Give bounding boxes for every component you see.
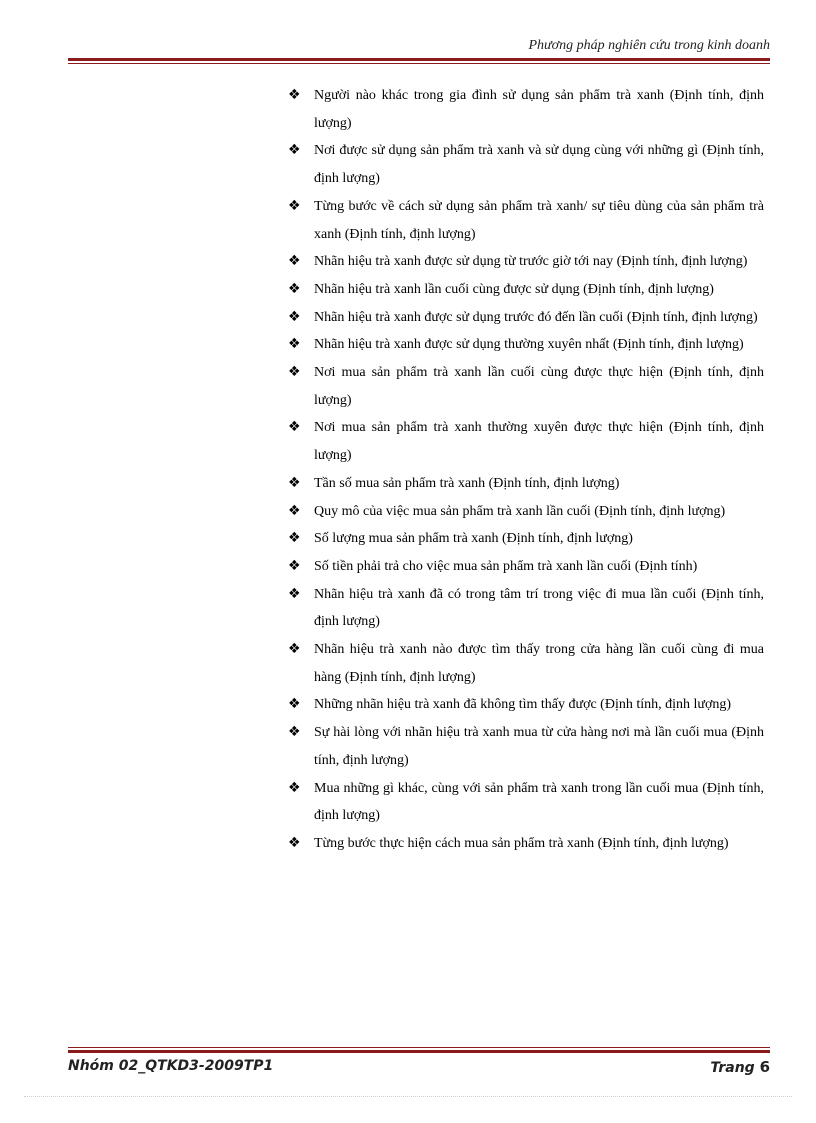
list-item	[288, 276, 764, 304]
list-item	[288, 830, 764, 858]
diamond-bullet-icon: ❖	[288, 779, 301, 796]
list-item-text: Mua những gì khác, cùng với sản phẩm trà xanh trong lần cuối mua (Định tính, định lượng)	[314, 780, 764, 824]
list-item-text: Sự hài lòng với nhãn hiệu trà xanh mua từ cửa hàng nơi mà lần cuối mua (Định tính, định lượng)	[314, 725, 764, 768]
list-item-text: Số lượng mua sản phẩm trà xanh (Định tính, định lượng)	[314, 531, 633, 547]
list-item-text: Số tiền phải trả cho việc mua sản phẩm trà xanh lần cuối (Định tính)	[314, 558, 698, 574]
diamond-bullet-icon: ❖	[288, 834, 301, 851]
header-title: Phương pháp nghiên cứu trong kinh doanh	[528, 38, 770, 53]
list-item	[288, 359, 764, 414]
header-rule-thin	[68, 63, 770, 64]
criteria-list	[288, 82, 764, 858]
diamond-bullet-icon: ❖	[288, 557, 301, 574]
diamond-bullet-icon: ❖	[288, 308, 301, 325]
list-item	[288, 691, 764, 719]
page-number: 6	[759, 1058, 770, 1076]
list-item	[288, 331, 764, 359]
list-item	[288, 636, 764, 691]
list-item-text: Tần số mua sản phẩm trà xanh (Định tính, định lượng)	[314, 475, 620, 491]
list-item-text: Những nhãn hiệu trà xanh đã không tìm thấy được (Định tính, định lượng)	[314, 697, 732, 713]
diamond-bullet-icon: ❖	[288, 641, 301, 658]
list-item	[288, 137, 764, 192]
footer-group-label: Nhóm 02_QTKD3-2009TP1	[68, 1058, 274, 1074]
list-item	[288, 304, 764, 332]
diamond-bullet-icon: ❖	[288, 87, 301, 103]
list-item	[288, 248, 764, 276]
diamond-bullet-icon: ❖	[288, 696, 301, 713]
diamond-bullet-icon: ❖	[288, 419, 301, 436]
list-item	[288, 719, 764, 774]
diamond-bullet-icon: ❖	[288, 474, 301, 491]
list-item	[288, 525, 764, 553]
list-item	[288, 414, 764, 469]
diamond-bullet-icon: ❖	[288, 280, 301, 297]
footer-rule-thin	[68, 1047, 770, 1048]
list-item-text: Từng bước thực hiện cách mua sản phẩm trà xanh (Định tính, định lượng)	[314, 835, 729, 851]
list-item-text: Quy mô của việc mua sản phẩm trà xanh lần cuối (Định tính, định lượng)	[314, 503, 726, 519]
list-item-text: Nơi được sử dụng sản phẩm trà xanh và sử dụng cùng với những gì (Định tính, định lượng)	[314, 143, 764, 187]
list-item	[288, 470, 764, 498]
diamond-bullet-icon: ❖	[288, 502, 301, 519]
diamond-bullet-icon: ❖	[288, 142, 301, 159]
diamond-bullet-icon: ❖	[288, 530, 301, 547]
list-item-text: Nơi mua sản phẩm trà xanh lần cuối cùng được thực hiện (Định tính, định lượng)	[314, 365, 764, 408]
header-rule-thick	[68, 58, 770, 61]
list-item-text: Nhãn hiệu trà xanh được sử dụng trước đó đến lần cuối (Định tính, định lượng)	[314, 309, 758, 325]
list-item-text: Nhãn hiệu trà xanh được sử dụng thường xuyên nhất (Định tính, định lượng)	[314, 337, 744, 353]
diamond-bullet-icon: ❖	[288, 364, 301, 381]
list-item	[288, 193, 764, 248]
list-item	[288, 553, 764, 581]
list-item	[288, 498, 764, 526]
list-item-text: Nhãn hiệu trà xanh lần cuối cùng được sử dụng (Định tính, định lượng)	[314, 281, 714, 297]
footer-page	[710, 1058, 770, 1076]
list-item-text: Nơi mua sản phẩm trà xanh thường xuyên được thực hiện (Định tính, định lượng)	[314, 420, 764, 464]
list-item	[288, 775, 764, 830]
list-item-text: Nhãn hiệu trà xanh nào được tìm thấy trong cửa hàng lần cuối cùng đi mua hàng (Định tính, định lượng)	[314, 642, 764, 685]
footer-rule-thick	[68, 1050, 770, 1053]
list-item-text: Nhãn hiệu trà xanh đã có trong tâm trí trong việc đi mua lần cuối (Định tính, định lượng)	[314, 586, 764, 630]
diamond-bullet-icon: ❖	[288, 253, 301, 270]
list-item	[288, 581, 764, 636]
page-label: Trang	[710, 1060, 755, 1076]
diamond-bullet-icon: ❖	[288, 197, 301, 214]
list-item-text: Người nào khác trong gia đình sử dụng sản phẩm trà xanh (Định tính, định lượng)	[314, 88, 764, 131]
diamond-bullet-icon: ❖	[288, 724, 301, 741]
list-item-text: Nhãn hiệu trà xanh được sử dụng từ trước giờ tới nay (Định tính, định lượng)	[314, 254, 748, 270]
diamond-bullet-icon: ❖	[288, 585, 301, 602]
list-item-text: Từng bước về cách sử dụng sản phẩm trà xanh/ sự tiêu dùng của sản phẩm trà xanh (Định tính, định lượng)	[314, 198, 764, 242]
list-item	[288, 82, 764, 137]
page-bottom-divider	[24, 1096, 792, 1097]
diamond-bullet-icon: ❖	[288, 336, 301, 353]
